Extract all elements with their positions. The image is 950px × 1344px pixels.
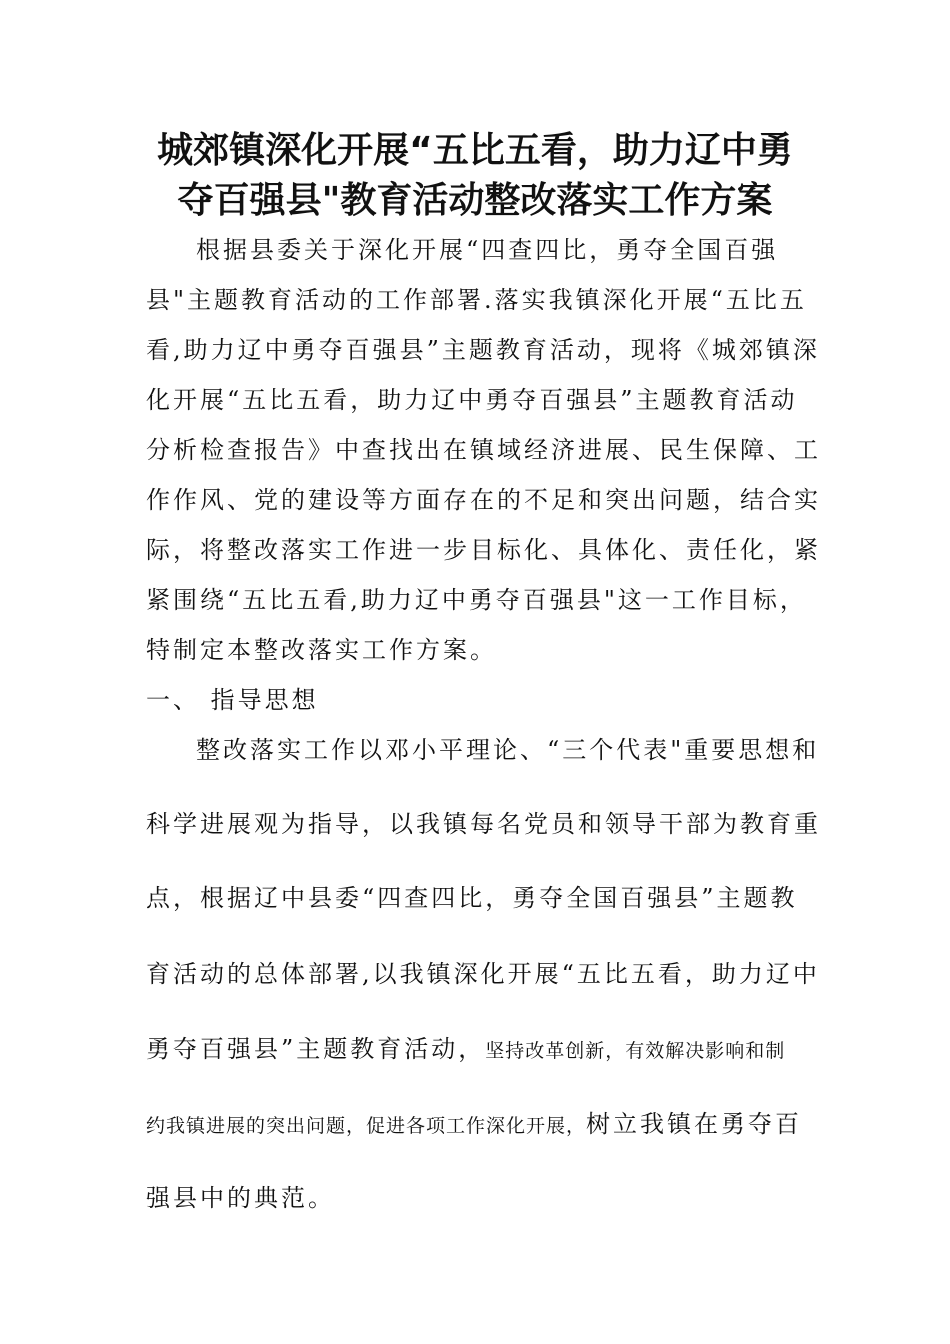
intro-paragraph-line: 看,助力辽中勇夺百强县”主题教育活动，现将《城郊镇深 (146, 336, 820, 364)
intro-paragraph-line: 县"主题教育活动的工作部署.落实我镇深化开展“五比五 (146, 286, 807, 314)
section-paragraph-line: 点，根据辽中县委“四查四比，勇夺全国百强县”主题教 (146, 884, 798, 912)
section-heading: 一、 指导思想 (146, 686, 319, 714)
section-paragraph-line: 科学进展观为指导，以我镇每名党员和领导干部为教育重 (146, 810, 821, 838)
intro-paragraph-line: 化开展“五比五看，助力辽中勇夺百强县”主题教育活动 (146, 386, 798, 414)
document-title-line-2: 夺百强县"教育活动整改落实工作方案 (177, 180, 773, 221)
intro-paragraph-line: 特制定本整改落实工作方案。 (146, 636, 497, 664)
section-paragraph-line (146, 1033, 785, 1067)
section-paragraph-line: 育活动的总体部署,以我镇深化开展“五比五看，助力辽中 (146, 960, 820, 988)
section-paragraph-line (146, 1108, 802, 1142)
section-paragraph-line: 整改落实工作以邓小平理论、“三个代表"重要思想和 (196, 736, 820, 764)
section-paragraph-text-small: 坚持改革创新，有效解决影响和制 (485, 1040, 786, 1062)
section-paragraph-line: 强县中的典范。 (146, 1184, 335, 1212)
intro-paragraph-line: 作作风、党的建设等方面存在的不足和突出问题，结合实 (146, 486, 821, 514)
section-paragraph-text: 树立我镇在勇夺百 (586, 1110, 803, 1138)
intro-paragraph-line: 根据县委关于深化开展“四查四比，勇夺全国百强 (196, 236, 779, 264)
intro-paragraph-line: 际，将整改落实工作进一步目标化、具体化、责任化，紧 (146, 536, 821, 564)
section-paragraph-text: 勇夺百强县”主题教育活动， (146, 1035, 486, 1063)
intro-paragraph-line: 紧围绕“五比五看,助力辽中勇夺百强县"这一工作目标， (146, 586, 807, 614)
document-title-line-1: 城郊镇深化开展“五比五看，助力辽中勇 (157, 130, 793, 171)
intro-paragraph-line: 分析检查报告》中查找出在镇域经济进展、民生保障、工 (146, 436, 821, 464)
section-paragraph-text-small: 约我镇进展的突出问题，促进各项工作深化开展， (146, 1115, 587, 1137)
